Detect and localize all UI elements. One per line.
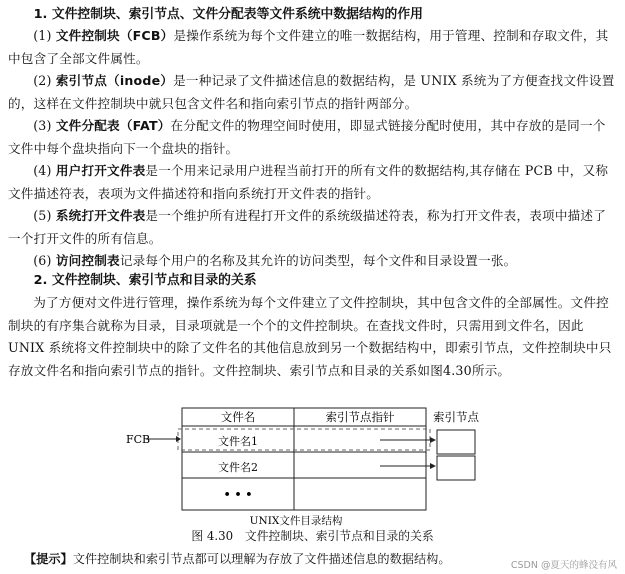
item-user-open-file-table (8, 160, 618, 205)
csdn-credit: CSDN @夏天的蜂没有风 (511, 557, 617, 571)
item-term: 文件分配表（FAT） (55, 118, 171, 133)
item-number: (1) (33, 28, 52, 43)
section2-paragraph: 为了方便对文件进行管理，操作系统为每个文件建立了文件控制块，其中包含文件的全部属性。文件控制块的有序集合就称为目录，目录项就是一个个的文件控制块。在查找文件时，只需用到文件名，因此 UNIX 系统将文件控制块中的除了文件名的其他信息放到另一个数据结构中，即索引节点，文件控制块中只存放文件名和指向索引节点的指针。文件控制块、索引节点和目录的关系如图4.30所示。 (8, 295, 612, 378)
hint-text: 文件控制块和索引节点都可以理解为存放了文件描述信息的数据结构。 (72, 552, 451, 566)
row1-filename: 文件名1 (218, 435, 258, 448)
item-term: 用户打开文件表 (55, 163, 146, 178)
item-number: (5) (33, 208, 52, 223)
section2-heading: 2. 文件控制块、索引节点和目录的关系 (33, 273, 257, 288)
item-number: (2) (33, 73, 52, 88)
item-number: (3) (33, 118, 52, 133)
item-text: 在分配文件的物理空间时使用，即显式链接分配时使用，其中存放的是同一个文件中每个盘块指向下一个盘块的指针。 (8, 118, 606, 156)
item-access-control-table (8, 250, 618, 273)
figure-caption: 图 4.30 文件控制块、索引节点和目录的关系 (191, 529, 434, 543)
inode-box-1 (437, 430, 475, 454)
item-fat (8, 115, 618, 160)
pointer-arrow-2-head (430, 463, 436, 469)
item-inode (8, 70, 618, 115)
item-term: 访问控制表 (55, 253, 120, 268)
item-number: (6) (33, 253, 52, 268)
item-number: (4) (33, 163, 52, 178)
inode-box-2 (437, 456, 475, 480)
col-pointer-header: 索引节点指针 (325, 410, 395, 424)
more-rows-ellipsis: • • • (223, 488, 253, 501)
item-term: 系统打开文件表 (55, 208, 146, 223)
item-fcb (8, 25, 618, 70)
item-system-open-file-table (8, 205, 618, 250)
item-text: 是一个用来记录用户进程当前打开的所有文件的数据结构,其存储在 PCB 中，又称文件描述符表，表项为文件描述符和指向系统打开文件表的指针。 (8, 163, 609, 201)
col-filename-header: 文件名 (220, 410, 256, 424)
inode-header: 索引节点 (433, 410, 479, 424)
figure-4-30 (0, 400, 625, 550)
item-text: 是操作系统为每个文件建立的唯一数据结构，用于管理、控制和存取文件，其中包含了全部文件属性。 (8, 28, 609, 66)
item-term: 文件控制块（FCB） (55, 28, 174, 43)
item-text: 是一种记录了文件描述信息的数据结构，是 UNIX 系统为了方便查找文件设置的，这样在文件控制块中就只包含文件名和指向索引节点的指针两部分。 (8, 73, 615, 111)
hint-tag: 【提示】 (24, 552, 73, 566)
fcb-label: FCB (126, 433, 151, 446)
item-text: 记录每个用户的名称及其允许的访问类型，每个文件和目录设置一张。 (119, 253, 517, 268)
item-text: 是一个维护所有进程打开文件的系统级描述符表，称为打开文件表，表项中描述了一个打开文件的所有信息。 (8, 208, 606, 246)
item-term: 索引节点（inode） (55, 73, 174, 88)
section1-heading: 1. 文件控制块、索引节点、文件分配表等文件系统中数据结构的作用 (33, 7, 423, 22)
row2-filename: 文件名2 (218, 461, 258, 474)
structure-label: UNIX文件目录结构 (249, 515, 343, 527)
pointer-arrow-1-head (430, 437, 436, 443)
